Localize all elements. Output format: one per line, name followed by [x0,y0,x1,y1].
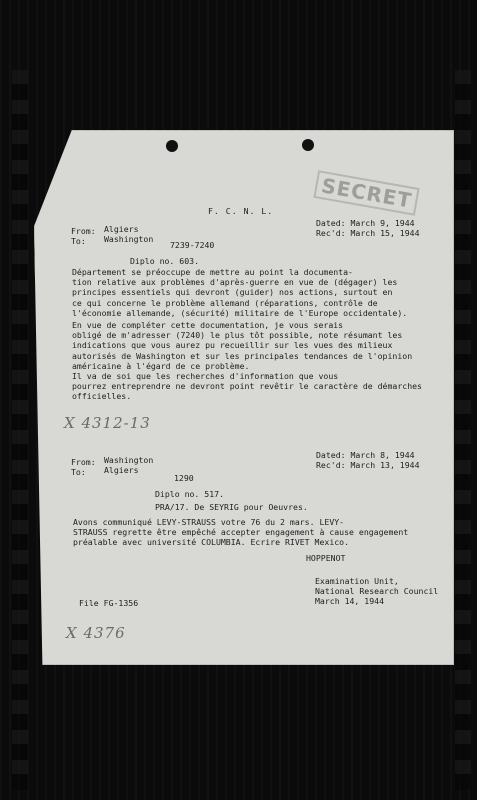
punch-hole-right [302,139,314,151]
film-sprocket-strip-left [12,70,28,790]
msg1-ref-number: 7239-7240 [170,240,215,250]
msg2-from-label: From: [71,457,96,467]
msg1-paragraph-2: En vue de compléter cette documentation, je vous serais obligé de m'adresser (7240) le plus tôt possible, note résumant les indications que vous aurez pu recueillir sur les vues des milieux autorisés de Washington et sur les principales tendances de l'opinion américaine à l'égard de ce problème. [72,320,413,371]
msg2-paragraph-1: Avons communiqué LEVY-STRAUSS votre 76 du 2 mars. LEVY- STRAUSS regrette être empêché accepter engagement à cause engagement préalable avec université COLUMBIA. Ecrire RIVET Mexico. [73,517,409,548]
examination-unit-block: Examination Unit, National Research Council March 14, 1944 [315,576,439,607]
msg1-diplo: Diplo no. 603. [130,256,200,266]
msg1-received: Rec'd: March 15, 1944 [316,228,420,238]
msg1-handwritten-number: X 4312-13 [64,414,151,432]
msg1-paragraph-1: Département se préoccupe de mettre au point la documenta- tion relative aux problèmes d'après-guerre en vue de (dégager) les principes essentiels qui devront (guider) nos actions, surtout en ce qui concerne le problème allemand (réparations, contrôle de l'économie allemande, (sécurité) militaire de l'Europe occidentale). [72,267,408,318]
msg2-pra-line: PRA/17. De SEYRIG pour Oeuvres. [155,502,308,512]
msg1-to-label: To: [71,236,86,246]
msg1-from-value: Algiers [104,224,139,234]
footer-handwritten-number: X 4376 [66,624,126,642]
msg1-from-label: From: [71,226,96,236]
msg2-received: Rec'd: March 13, 1944 [316,460,420,470]
msg2-ref-number: 1290 [174,473,194,483]
msg1-to-value: Washington [104,234,154,244]
msg2-to-label: To: [71,467,86,477]
header-code: F. C. N. L. [208,206,274,216]
file-number: File FG-1356 [79,598,139,608]
msg1-paragraph-3: Il va de soi que les recherches d'information que vous pourrez entreprendre ne devront point revêtir le caractère de démarches officielles. [72,371,422,402]
msg1-dated: Dated: March 9, 1944 [316,218,415,228]
msg2-from-value: Washington [104,455,154,465]
msg2-diplo: Diplo no. 517. [155,489,225,499]
secret-stamp: SECRET [313,170,420,216]
msg2-dated: Dated: March 8, 1944 [316,450,415,460]
film-sprocket-strip-right [455,70,471,790]
punch-hole-left [166,140,178,152]
msg2-to-value: Algiers [104,465,139,475]
msg2-signature: HOPPENOT [306,553,346,563]
